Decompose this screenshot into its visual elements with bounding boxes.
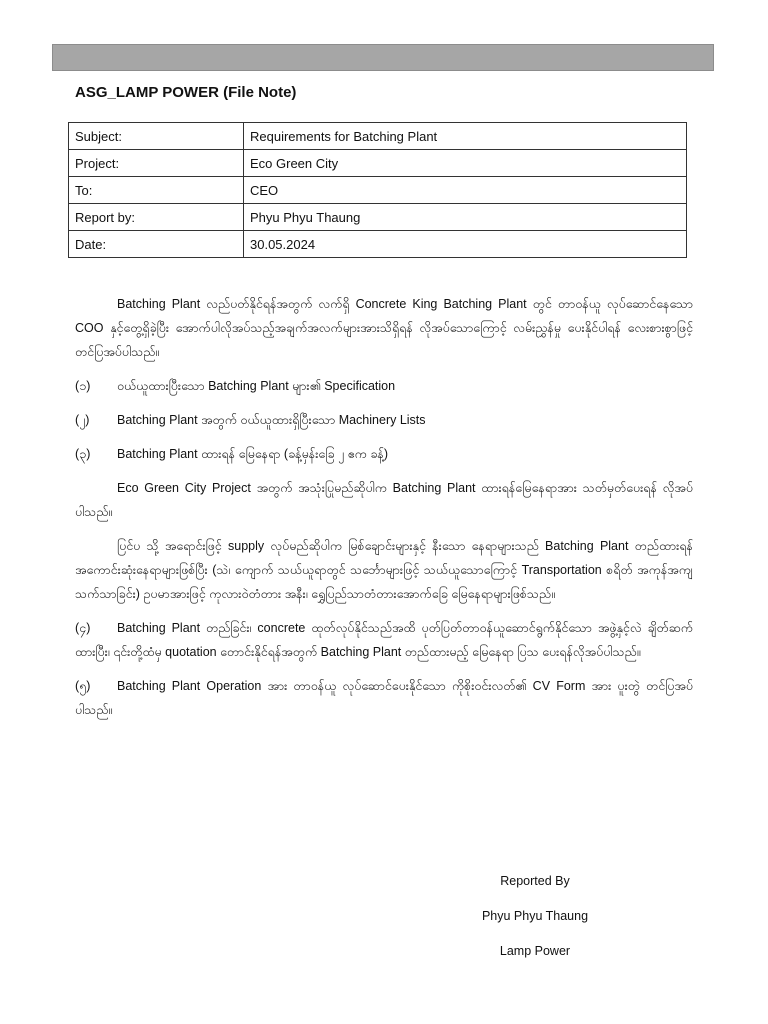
item-text: ဝယ်ယူထားပြီးသော Batching Plant များ၏ Specification [117,379,396,393]
meta-key: Report by: [69,204,244,231]
document-title: ASG_LAMP POWER (File Note) [75,84,297,101]
metadata-table [68,122,687,258]
item-number: (၁) [75,379,91,393]
item-text: Batching Plant အတွက် ဝယ်ယူထားရှိပြီးသော Machinery Lists [117,413,426,427]
meta-value: CEO [244,177,687,204]
signature-org: Lamp Power [499,944,571,958]
intro-paragraph: Batching Plant လည်ပတ်နိုင်ရန်အတွက် လက်ရှိ Concrete King Batching Plant တွင် တာဝန်ယူ လုပ်ဆောင်နေသော COO နှင့်တွေ့ရှိခဲ့ပြီး အောက်ပါလိုအပ်သည့်အချက်အလက်များအားသိရှိရန် လိုအပ်သောကြောင့် လမ်းညွှန်မှု ပေးနိုင်ပါရန် လေးစားစွာဖြင့် တင်ပြအပ်ပါသည်။ [75,297,693,359]
item-number: (၃) [75,447,91,461]
table-row [69,204,687,231]
meta-value: Phyu Phyu Thaung [244,204,687,231]
item-text: Batching Plant Operation အား တာဝန်ယူ လုပ်ဆောင်ပေးနိုင်သော ကိုစိုးဝင်းလတ်၏ CV Form အား ပူးတွဲ တင်ပြအပ်ပါသည်။ [75,679,693,717]
meta-key: To: [69,177,244,204]
table-row [69,231,687,258]
signature-label: Reported By [500,874,570,888]
item-number: (၂) [75,413,90,427]
list-item [75,616,693,664]
table-row [69,123,687,150]
document-body [75,292,693,732]
table-row [69,177,687,204]
header-bar [52,44,714,71]
table-row [69,150,687,177]
meta-value: Eco Green City [244,150,687,177]
list-item [75,674,693,722]
meta-value: Requirements for Batching Plant [244,123,687,150]
item-number: (၄) [75,621,91,635]
supply-paragraph: ပြင်ပ သို့ အရောင်းဖြင့် supply လုပ်မည်ဆိုပါက မြစ်ချောင်းများနှင့် နီးသော နေရာများသည် Batching Plant တည်ထားရန် အကောင်းဆုံးနေရာများဖြစ်ပြီး (သဲ၊ ကျောက် သယ်ယူရာတွင် သင်္ဘောများဖြင့် သယ်ယူသောကြောင့် Transportation စရိတ် အကုန်အကျသက်သာခြင်း) ဥပမာအားဖြင့် ကုလားဝဲတံတား အနီး၊ ရွှေပြည်သာတံတားအောက်ခြေ မြေနေရာများဖြစ်သည်။ [75,539,693,601]
meta-key: Subject: [69,123,244,150]
meta-value: 30.05.2024 [244,231,687,258]
list-item [75,408,693,432]
item-text: Batching Plant ထားရန် မြေနေရာ (ခန့်မှန်းခြေ ၂ ဧက ခန့်) [117,447,389,461]
item-number: (၅) [75,679,91,693]
list-item [75,374,693,398]
meta-key: Project: [69,150,244,177]
location-paragraph: Eco Green City Project အတွက် အသုံးပြုမည်ဆိုပါက Batching Plant ထားရန်မြေနေရာအား သတ်မှတ်ပေးရန် လိုအပ်ပါသည်။ [75,481,693,519]
signature-name: Phyu Phyu Thaung [481,909,589,923]
meta-key: Date: [69,231,244,258]
item-text: Batching Plant တည်ခြင်း၊ concrete ထုတ်လုပ်နိုင်သည်အထိ ပုတ်ပြတ်တာဝန်ယူဆောင်ရွက်နိုင်သော အဖွဲ့နှင့်လဲ ချိတ်ဆက် ထားပြီး၊ ၎င်းတို့ထံမှ quotation တောင်းနိုင်ရန်အတွက် Batching Plant တည်ထားမည့် မြေနေရာ ပြသ ပေးရန်လိုအပ်ပါသည်။ [75,621,693,659]
signature-block [440,864,630,969]
list-item [75,442,693,466]
